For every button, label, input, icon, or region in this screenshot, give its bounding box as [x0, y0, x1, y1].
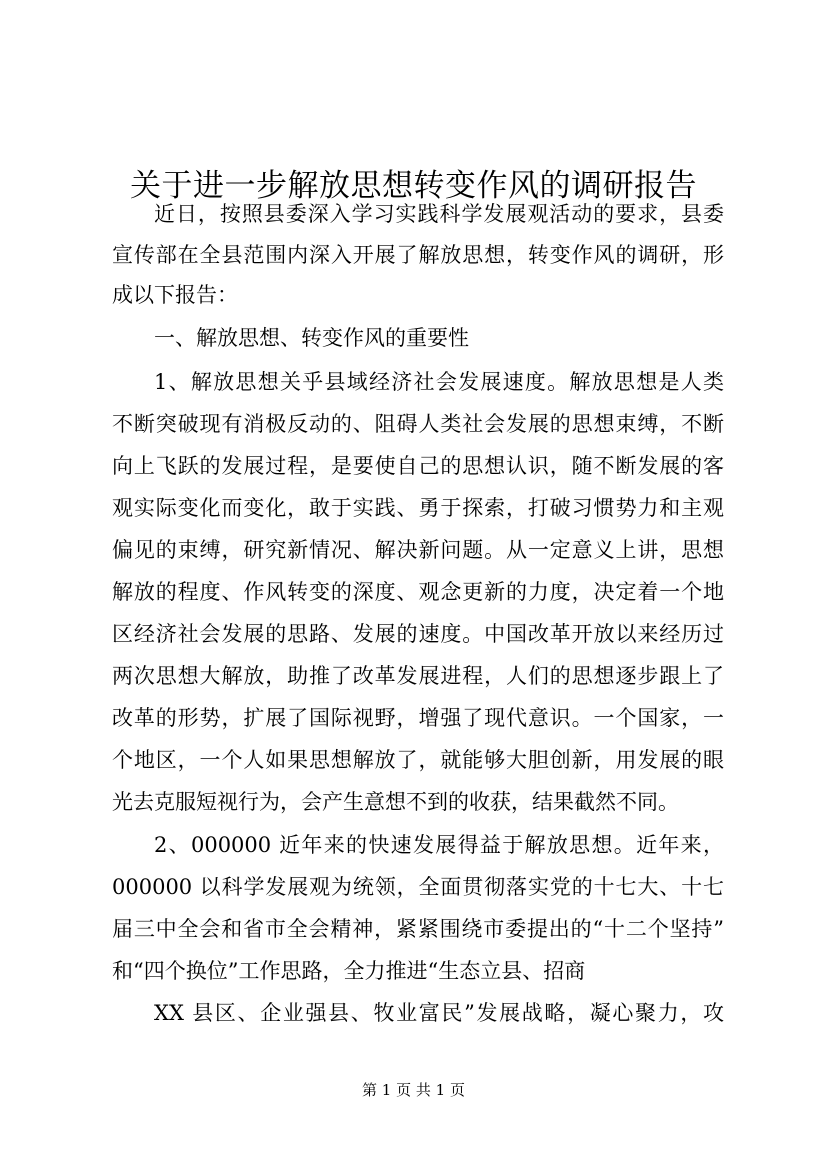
body-line: 观实际变化而变化，敢于实践、勇于探索，打破习惯势力和主观	[112, 496, 724, 520]
body-line: 000000 以科学发展观为统领，全面贯彻落实党的十七大、十七	[112, 875, 724, 899]
body-line: 不断突破现有消极反动的、阻碍人类社会发展的思想束缚，不断	[112, 412, 724, 436]
body-line: 解放的程度、作风转变的深度、观念更新的力度，决定着一个地	[112, 580, 724, 604]
body-line: 个地区，一个人如果思想解放了，就能够大胆创新，用发展的眼	[112, 748, 724, 772]
body-line: 向上飞跃的发展过程，是要使自己的思想认识，随不断发展的客	[112, 454, 724, 478]
body-line: 1、解放思想关乎县域经济社会发展速度。解放思想是人类	[154, 370, 724, 394]
body-line: 近日，按照县委深入学习实践科学发展观活动的要求，县委	[154, 202, 724, 226]
body-line: 2、000000 近年来的快速发展得益于解放思想。近年来，	[154, 833, 724, 857]
body-line: 改革的形势，扩展了国际视野，增强了现代意识。一个国家，一	[112, 706, 724, 730]
body-line: 区经济社会发展的思路、发展的速度。中国改革开放以来经历过	[112, 622, 724, 646]
section-heading: 一、解放思想、转变作风的重要性	[154, 326, 469, 350]
body-line: 成以下报告：	[112, 283, 238, 307]
page-number-footer: 第 1 页 共 1 页	[362, 1081, 465, 1099]
body-line: 宣传部在全县范围内深入开展了解放思想，转变作风的调研，形	[112, 243, 724, 267]
body-line: 届三中全会和省市全会精神，紧紧围绕市委提出的“十二个坚持”	[112, 917, 724, 941]
body-line: 光去克服短视行为，会产生意想不到的收获，结果截然不同。	[112, 790, 679, 814]
body-line: XX 县区、企业强县、牧业富民”发展战略，凝心聚力，攻	[154, 1001, 724, 1025]
body-line: 和“四个换位”工作思路，全力推进“生态立县、招商	[112, 959, 586, 983]
body-line: 两次思想大解放，助推了改革发展进程，人们的思想逐步跟上了	[112, 664, 724, 688]
body-line: 偏见的束缚，研究新情况、解决新问题。从一定意义上讲，思想	[112, 538, 724, 562]
document-title: 关于进一步解放思想转变作风的调研报告	[130, 167, 697, 204]
